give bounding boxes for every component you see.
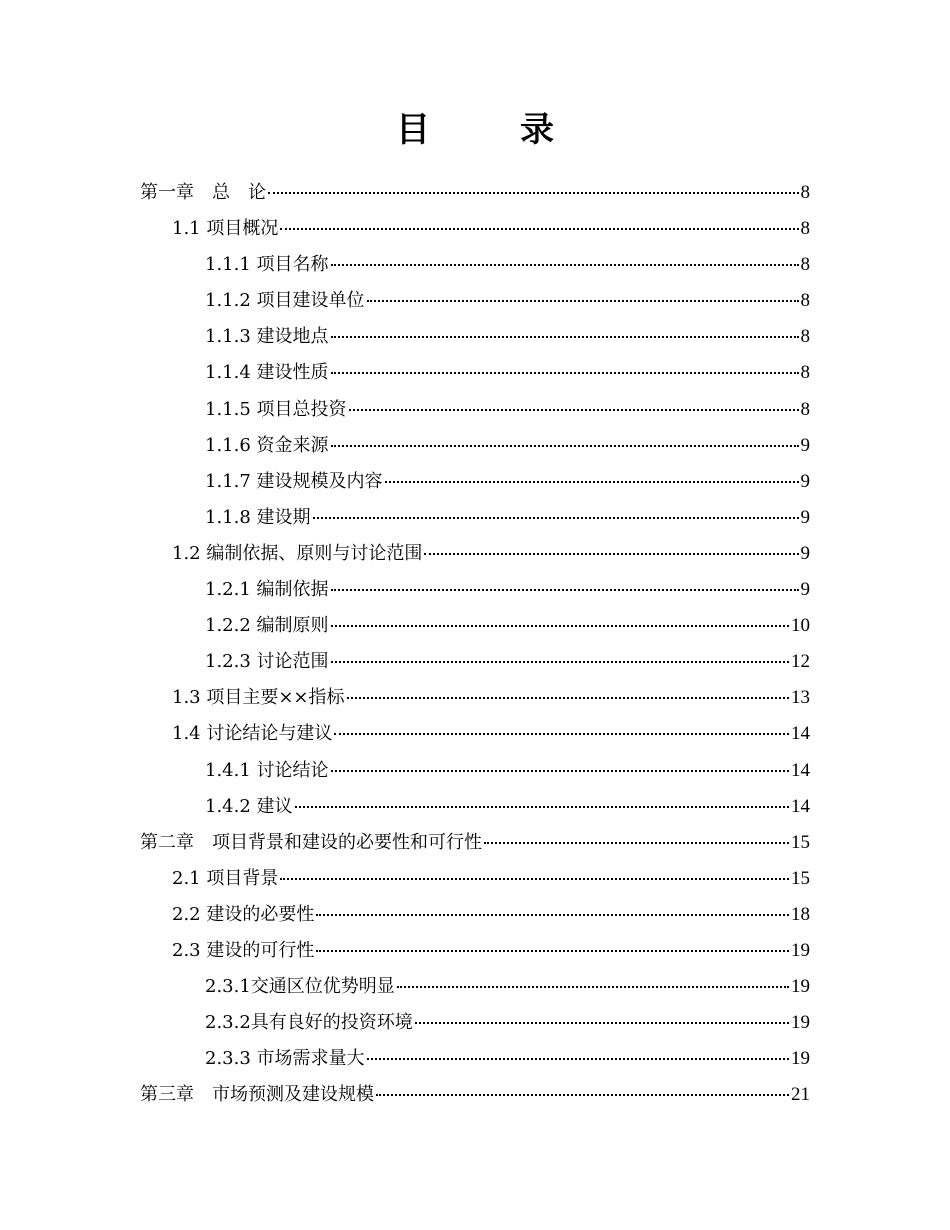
toc-entry-page-number: 14 (791, 759, 810, 781)
toc-entry-level-3[interactable] (140, 753, 810, 789)
toc-entry-text: 2.3.3 市场需求量大 (205, 1048, 365, 1070)
toc-entry-level-2[interactable] (140, 933, 810, 969)
toc-entry-level-1[interactable] (140, 175, 810, 211)
dot-leader (331, 770, 789, 772)
dot-leader (397, 986, 789, 988)
toc-entry-page-number: 18 (791, 903, 810, 925)
dot-leader (316, 950, 789, 952)
toc-entry-page-number: 8 (800, 398, 810, 420)
toc-entry-text: 第三章 市场预测及建设规模 (140, 1084, 374, 1106)
toc-entry-level-3[interactable] (140, 283, 810, 319)
toc-entry-text: 1.1.4 建设性质 (205, 362, 329, 384)
toc-entry-text: 第一章 总 论 (140, 182, 266, 203)
toc-entry-text: 1.1.8 建设期 (205, 506, 311, 528)
toc-entry-text: 2.3.1交通区位优势明显 (205, 976, 395, 998)
toc-entry-text: 1.2.2 编制原则 (205, 615, 329, 637)
toc-entry-text: 1.2.3 讨论范围 (205, 651, 329, 673)
toc-entry-level-2[interactable] (140, 211, 810, 247)
dot-leader (268, 192, 799, 194)
toc-entry-page-number: 19 (791, 976, 810, 998)
toc-entry-level-3[interactable] (140, 355, 810, 391)
toc-entry-level-3[interactable] (140, 644, 810, 680)
toc-entry-text: 1.2.1 编制依据 (205, 579, 329, 601)
toc-entry-page-number: 13 (791, 687, 810, 709)
toc-entry-level-2[interactable] (140, 897, 810, 933)
dot-leader (376, 1094, 789, 1096)
toc-entry-page-number: 15 (791, 867, 810, 889)
toc-entry-page-number: 19 (791, 1048, 810, 1070)
toc-entry-level-3[interactable] (140, 392, 810, 428)
toc-entry-page-number: 9 (800, 434, 810, 456)
toc-entry-page-number: 9 (800, 470, 810, 492)
dot-leader (349, 409, 799, 411)
toc-entry-text: 1.1.6 资金来源 (205, 434, 329, 456)
toc-entry-level-2[interactable] (140, 536, 810, 572)
dot-leader (313, 517, 799, 519)
dot-leader (484, 842, 789, 844)
toc-entry-page-number: 9 (800, 506, 810, 528)
dot-leader (367, 300, 799, 302)
toc-entry-level-3[interactable] (140, 247, 810, 283)
toc-entry-level-3[interactable] (140, 428, 810, 464)
dot-leader (424, 553, 798, 555)
toc-entry-text: 2.3 建设的可行性 (172, 939, 315, 961)
toc-entry-page-number: 8 (800, 326, 810, 348)
toc-entry-level-3[interactable] (140, 572, 810, 608)
toc-entry-page-number: 8 (800, 218, 810, 240)
toc-entry-page-number: 21 (791, 1084, 810, 1106)
dot-leader (367, 1058, 789, 1060)
toc-entry-text: 1.2 编制依据、原则与讨论范围 (172, 542, 423, 564)
toc-entry-level-1[interactable] (140, 825, 810, 861)
dot-leader (331, 625, 789, 627)
toc-entry-level-2[interactable] (140, 680, 810, 716)
dot-leader (331, 445, 799, 447)
toc-entry-page-number: 8 (800, 290, 810, 312)
dot-leader (331, 336, 799, 338)
toc-entry-text: 1.1.2 项目建设单位 (205, 290, 365, 312)
toc-entry-page-number: 9 (800, 542, 810, 564)
toc-entry-level-3[interactable] (140, 464, 810, 500)
toc-entry-level-1[interactable] (140, 1077, 810, 1113)
dot-leader (280, 228, 798, 230)
dot-leader (415, 1022, 789, 1024)
dot-leader (280, 878, 789, 880)
dot-leader (385, 481, 799, 483)
toc-entry-page-number: 8 (800, 182, 810, 203)
toc-entry-text: 1.1.1 项目名称 (205, 254, 329, 276)
toc-entry-page-number: 12 (791, 651, 810, 673)
toc-entry-level-3[interactable] (140, 1041, 810, 1077)
toc-entry-page-number: 19 (791, 1012, 810, 1034)
toc-entry-page-number: 9 (800, 579, 810, 601)
dot-leader (316, 914, 789, 916)
dot-leader (331, 589, 799, 591)
toc-entry-text: 2.1 项目背景 (172, 867, 279, 889)
dot-leader (331, 661, 789, 663)
dot-leader (331, 264, 799, 266)
toc-entry-text: 1.3 项目主要××指标 (172, 687, 345, 709)
toc-entry-text: 2.2 建设的必要性 (172, 903, 315, 925)
toc-entry-page-number: 14 (791, 795, 810, 817)
toc-entry-page-number: 8 (800, 254, 810, 276)
toc-entry-level-2[interactable] (140, 861, 810, 897)
toc-entry-text: 1.1.7 建设规模及内容 (205, 470, 383, 492)
toc-entry-text: 1.4.2 建议 (205, 795, 293, 817)
toc-entry-level-3[interactable] (140, 789, 810, 825)
toc-entry-text: 1.1.5 项目总投资 (205, 398, 347, 420)
toc-entry-page-number: 10 (791, 615, 810, 637)
toc-title: 目 录 (396, 110, 582, 150)
toc-entry-page-number: 8 (800, 362, 810, 384)
toc-entry-level-3[interactable] (140, 500, 810, 536)
toc-entry-level-3[interactable] (140, 1005, 810, 1041)
toc-entry-text: 1.4.1 讨论结论 (205, 759, 329, 781)
dot-leader (334, 733, 789, 735)
toc-entry-level-3[interactable] (140, 969, 810, 1005)
toc-entry-text: 2.3.2具有良好的投资环境 (205, 1012, 413, 1034)
toc-entry-level-2[interactable] (140, 716, 810, 752)
toc-entry-page-number: 19 (791, 939, 810, 961)
toc-entry-level-3[interactable] (140, 319, 810, 355)
toc-entry-page-number: 15 (791, 831, 810, 853)
dot-leader (347, 697, 789, 699)
toc-entry-text: 1.1 项目概况 (172, 218, 279, 240)
toc-entry-level-3[interactable] (140, 608, 810, 644)
toc-entry-text: 1.1.3 建设地点 (205, 326, 329, 348)
toc-entry-text: 1.4 讨论结论与建议 (172, 723, 333, 745)
toc-entry-page-number: 14 (791, 723, 810, 745)
toc-list (140, 175, 810, 1113)
dot-leader (331, 372, 799, 374)
toc-entry-text: 第二章 项目背景和建设的必要性和可行性 (140, 831, 482, 853)
dot-leader (295, 806, 789, 808)
